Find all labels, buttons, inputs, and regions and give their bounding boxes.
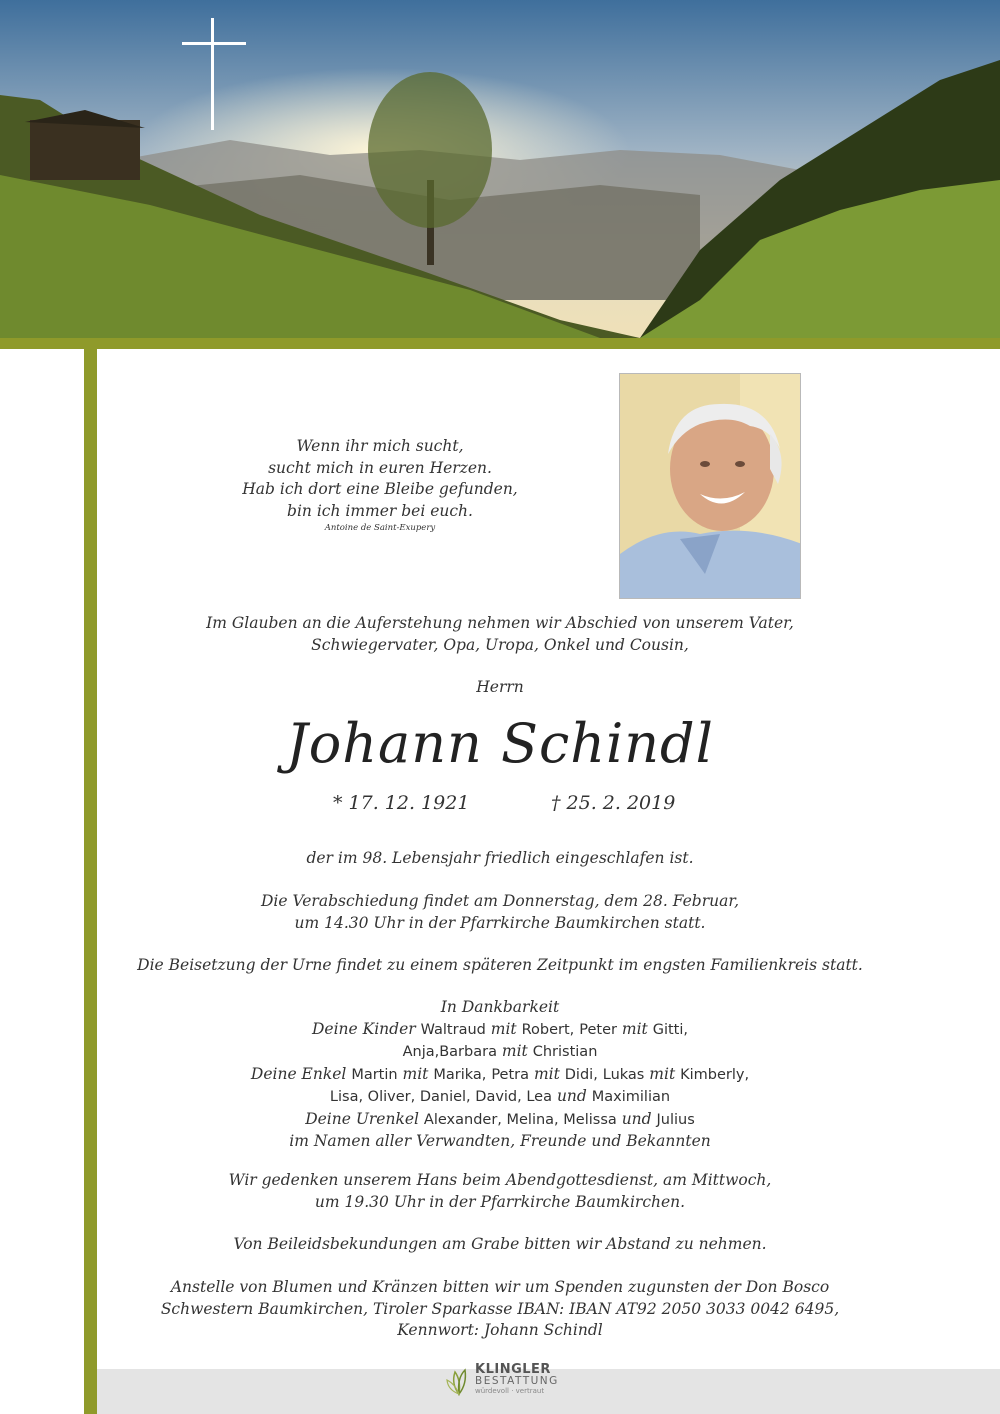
age-text: der im 98. Lebensjahr friedlich eingeschlafen ist. [306,849,694,867]
children-line: Deine Kinder Waltraud mit Robert, Peter mit Gitti, [311,1019,688,1038]
salutation: Herrn [476,678,524,696]
memorial-service-text [120,1170,880,1213]
mourners-block [120,997,880,1153]
burial-text: Die Beisetzung der Urne findet zu einem späteren Zeitpunkt im engsten Familienkreis statt. [137,956,863,974]
grandchildren-line-2: Lisa, Oliver, Daniel, David, Lea und Maximilian [329,1087,671,1105]
accent-vertical-bar [84,338,97,1414]
quote-author: Antoine de Saint-Exupery [324,523,436,533]
relatives-line: im Namen aller Verwandten, Freunde und Bekannten [289,1132,711,1150]
quote-line: sucht mich in euren Herzen. [268,458,492,477]
logo-name: KLINGLER [475,1362,551,1377]
cross-symbol-bar [182,42,246,45]
donation-text [120,1277,880,1342]
memorial-quote [225,436,535,534]
quote-line: Hab ich dort eine Bleibe gefunden, [242,480,518,498]
funeral-home-logo [445,1362,575,1396]
farewell-line: Die Verabschiedung findet am Donnerstag, dem 28. Februar, [261,892,739,910]
children-line-2: Anja,Barbara mit Christian [402,1042,598,1060]
donation-line: Schwestern Baumkirchen, Tiroler Sparkasse IBAN: IBAN AT92 2050 3033 0042 6495, [160,1299,840,1318]
intro-text [120,613,880,656]
donation-line: Anstelle von Blumen und Kränzen bitten wir um Spenden zugunsten der Don Bosco [170,1278,830,1296]
logo-tagline: würdevoll · vertraut [475,1387,545,1395]
logo-subtitle: BESTATTUNG [475,1375,559,1387]
birth-date: * 17. 12. 1921 [333,792,470,814]
quote-line: bin ich immer bei euch. [287,501,473,520]
quote-line: Wenn ihr mich sucht, [296,437,464,455]
mourners-heading: In Dankbarkeit [440,998,560,1016]
memorial-line: Wir gedenken unserem Hans beim Abendgottesdienst, am Mittwoch, [228,1171,772,1189]
great-grandchildren-line: Deine Urenkel Alexander, Melina, Melissa und Julius [305,1109,695,1128]
header-landscape-image [0,0,1000,338]
farewell-line: um 14.30 Uhr in der Pfarrkirche Baumkirchen statt. [294,913,706,932]
intro-line: Im Glauben an die Auferstehung nehmen wir Abschied von unserem Vater, [206,614,794,632]
donation-line: Kennwort: Johann Schindl [397,1321,603,1339]
farewell-text [120,891,880,934]
memorial-line: um 19.30 Uhr in der Pfarrkirche Baumkirchen. [314,1192,686,1211]
leaf-logo-icon [445,1364,473,1396]
condolence-text: Von Beileidsbekundungen am Grabe bitten wir Abstand zu nehmen. [233,1235,767,1253]
cross-symbol [211,18,214,130]
death-date: † 25. 2. 2019 [551,792,676,814]
deceased-name: Johann Schindl [286,712,714,775]
grandchildren-line: Deine Enkel Martin mit Marika, Petra mit Didi, Lukas mit Kimberly, [250,1064,750,1083]
intro-line: Schwiegervater, Opa, Uropa, Onkel und Cousin, [311,635,689,654]
accent-horizontal-bar [0,338,1000,349]
portrait-photo [619,373,801,599]
